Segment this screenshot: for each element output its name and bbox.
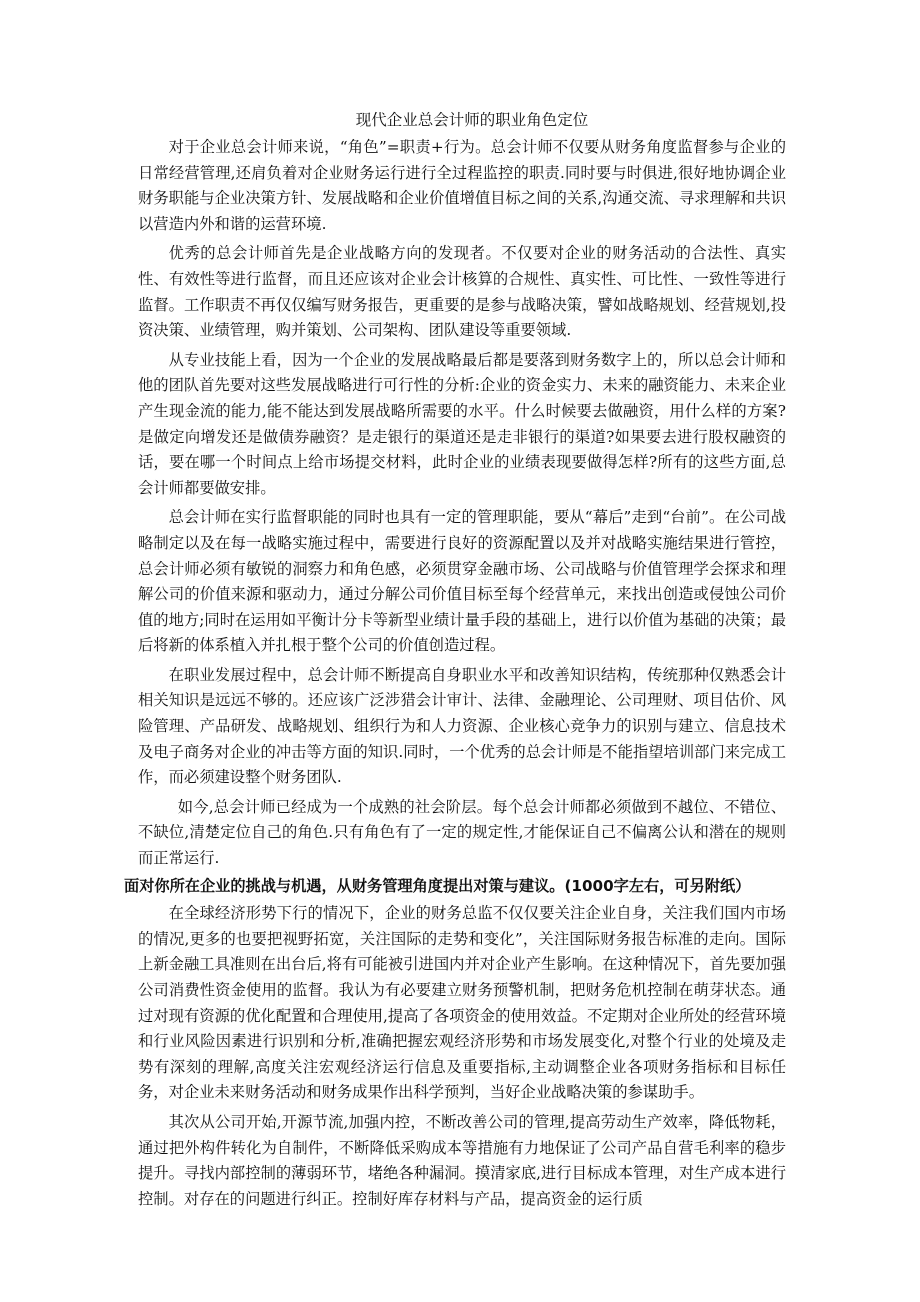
- paragraph-career-development: 在职业发展过程中，总会计师不断提高自身职业水平和改善知识结构，传统那种仅熟悉会计相关知识是远远不够的。还应该广泛涉猎会计审计、法律、金融理论、公司理财、项目估价、风险管理、产品研发、战略规划、组织行为和人力资源、企业核心竞争力的识别与建立、信息技术及电子商务对企业的冲击等方面的知识.同时，一个优秀的总会计师是不能指望培训部门来完成工作，而必须建设整个财务团队.: [138, 665, 786, 787]
- document-page: [124, 108, 786, 1212]
- paragraph-professional-skills: 从专业技能上看，因为一个企业的发展战略最后都是要落到财务数字上的，所以总会计师和他的团队首先要对这些发展战略进行可行性的分析:企业的资金实力、未来的融资能力、未来企业产生现金流的能力,能不能达到发展战略所需要的水平。什么时候要去做融资，用什么样的方案?是做定向增发还是做债券融资？是走银行的渠道还是走非银行的渠道?如果要去进行股权融资的话，要在哪一个时间点上给市场提交材料，此时企业的业绩表现要做得怎样?所有的这些方面,总会计师都要做安排。: [138, 350, 786, 497]
- document-title: 现代企业总会计师的职业角色定位: [355, 111, 589, 129]
- paragraph-strategy-discoverer: 优秀的总会计师首先是企业战略方向的发现者。不仅要对企业的财务活动的合法性、真实性、有效性等进行监督，而且还应该对企业会计核算的合规性、真实性、可比性、一致性等进行监督。工作职责不再仅仅编写财务报告，更重要的是参与战略决策，譬如战略规划、经营规划,投资决策、业绩管理，购并策划、公司架构、团队建设等重要领域.: [138, 244, 786, 340]
- paragraph-role-definition: 对于企业总会计师来说，“角色”=职责+行为。总会计师不仅要从财务角度监督参与企业的日常经营管理,还肩负着对企业财务运行进行全过程监控的职责.同时要与时俱进,很好地协调企业财务职能与企业决策方针、发展战略和企业价值增值目标之间的关系,沟通交流、寻求理解和共识以营造内外和谐的运营环境.: [138, 138, 786, 233]
- answer-paragraph-economic-situation: 在全球经济形势下行的情况下，企业的财务总监不仅仅要关注企业自身，关注我们国内市场的情况,更多的也要把视野拓宽，关注国际的走势和变化”，关注国际财务报告标准的走向。国际上新金融工具准则在出台后,将有可能被引进国内并对企业产生影响。在这种情况下，首先要加强公司消费性资金使用的监督。我认为有必要建立财务预警机制，把财务危机控制在萌芽状态。通过对现有资源的优化配置和合理使用,提高了各项资金的使用效益。不定期对企业所处的经营环境和行业风险因素进行识别和分析,准确把握宏观经济形势和市场发展变化,对整个行业的处境及走势有深刻的理解,高度关注宏观经济运行信息及重要指标,主动调整企业各项财务指标和目标任务，对企业未来财务活动和财务成果作出科学预判，当好企业战略决策的参谋助手。: [138, 904, 786, 1102]
- answer-paragraph-internal-control: 其次从公司开始,开源节流,加强内控，不断改善公司的管理,提高劳动生产效率，降低物耗，通过把外构件转化为自制件，不断降低采购成本等措施有力地保证了公司产品自营毛利率的稳步提升。寻找内部控制的薄弱环节，堵绝各种漏洞。摸清家底,进行目标成本管理，对生产成本进行控制。对存在的问题进行纠正。控制好库存材料与产品，提高资金的运行质: [138, 1112, 786, 1208]
- exam-question: 面对你所在企业的挑战与机遇，从财务管理角度提出对策与建议。(1000字左右，可另附纸）: [124, 876, 751, 895]
- paragraph-social-class: 如今,总会计师已经成为一个成熟的社会阶层。每个总会计师都必须做到不越位、不错位、不缺位,清楚定位自己的角色.只有角色有了一定的规定性,才能保证自己不偏离公认和潜在的规则而正常运行.: [138, 797, 786, 868]
- paragraph-management-function: 总会计师在实行监督职能的同时也具有一定的管理职能，要从“幕后”走到“台前”。在公司战略制定以及在每一战略实施过程中，需要进行良好的资源配置以及并对战略实施结果进行管控，总会计师必须有敏锐的洞察力和角色感，必须贯穿金融市场、公司战略与价值管理学会探求和理解公司的价值来源和驱动力，通过分解公司价值目标至每个经营单元，来找出创造或侵蚀公司价值的地方;同时在运用如平衡计分卡等新型业绩计量手段的基础上，进行以价值为基础的决策；最后将新的体系植入并扎根于整个公司的价值创造过程。: [138, 508, 786, 655]
